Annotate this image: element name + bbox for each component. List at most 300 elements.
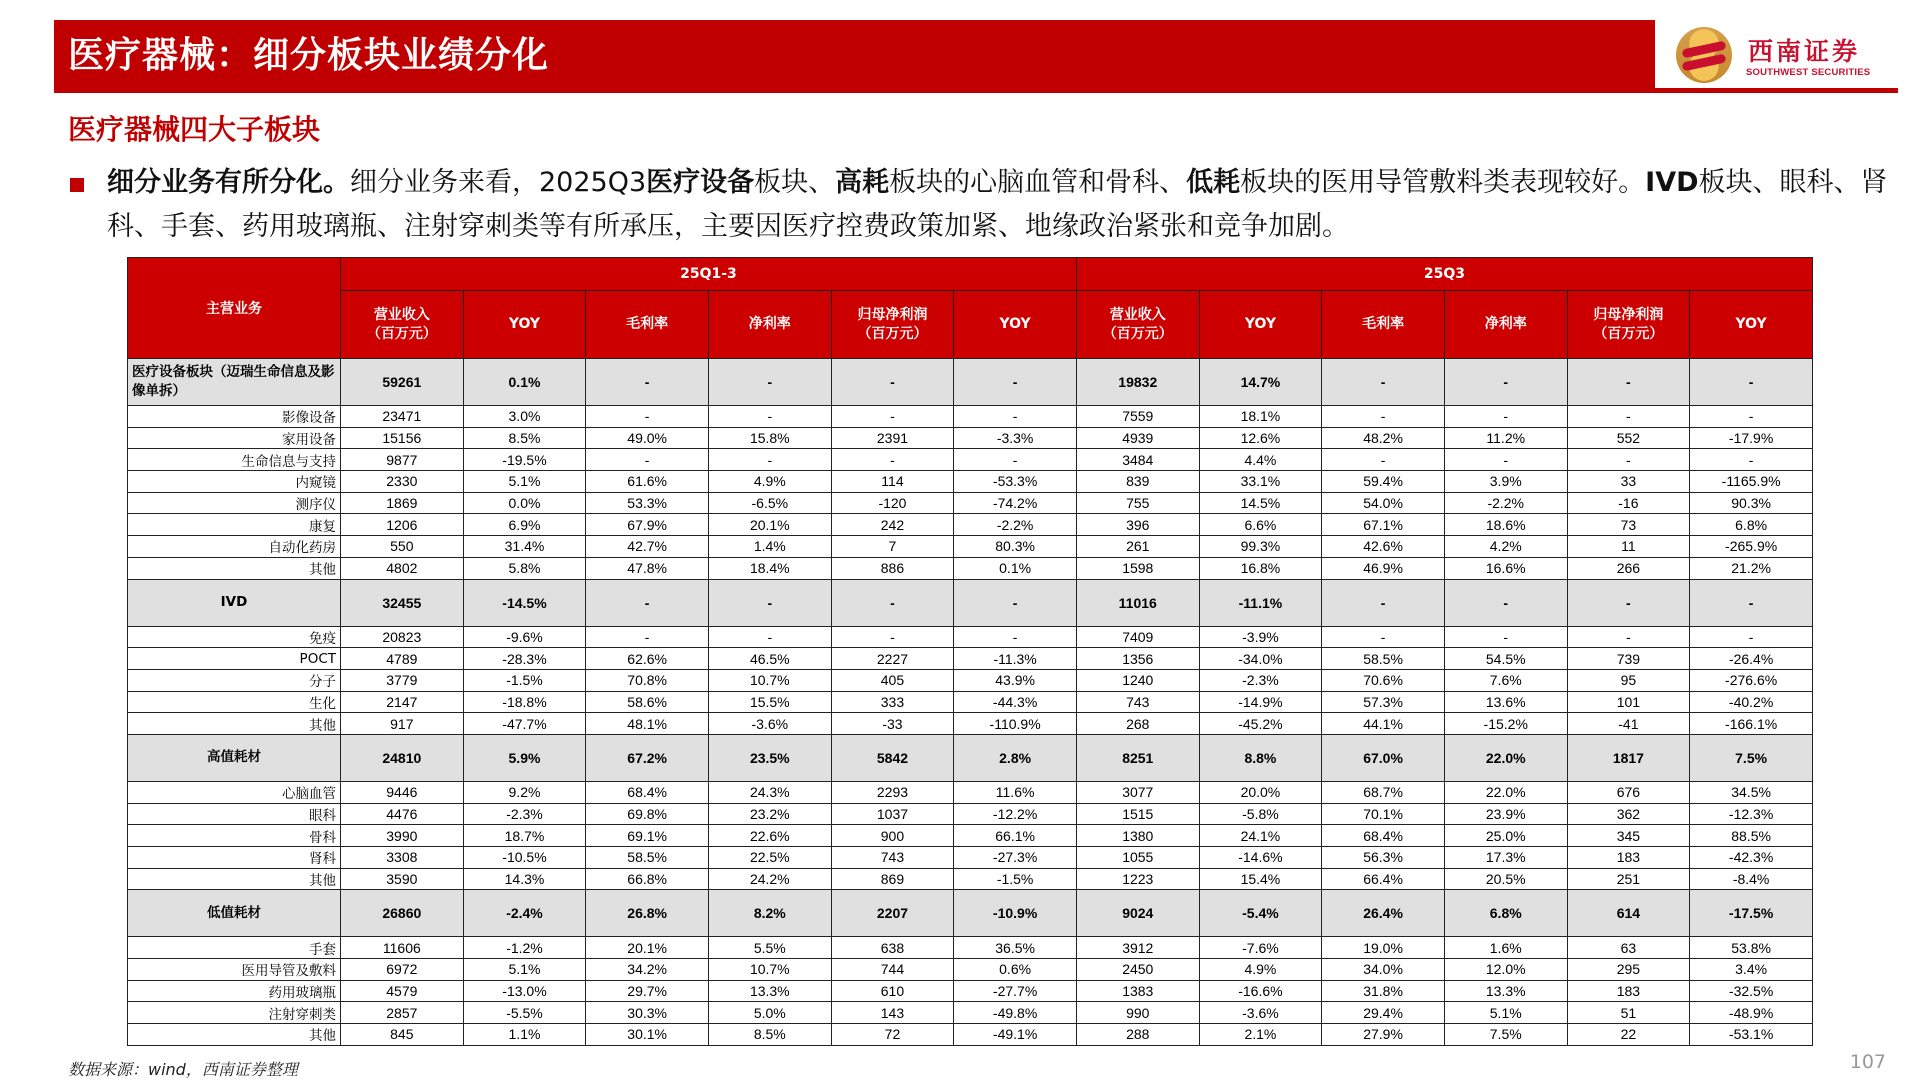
table-cell: - (954, 449, 1077, 471)
table-cell: 6.8% (1690, 514, 1813, 536)
column-header (1076, 291, 1199, 359)
table-cell: 66.1% (954, 825, 1077, 847)
table-cell: -1165.9% (1690, 471, 1813, 493)
table-cell: - (708, 626, 831, 648)
table-cell: - (831, 449, 954, 471)
table-cell: -166.1% (1690, 713, 1813, 735)
table-cell: 33.1% (1199, 471, 1322, 493)
table-cell: 4579 (341, 980, 464, 1002)
column-header (1444, 291, 1567, 359)
table-cell: -2.2% (954, 514, 1077, 536)
table-cell: - (1322, 579, 1445, 626)
table-cell: 80.3% (954, 536, 1077, 558)
table-cell: 1598 (1076, 557, 1199, 579)
table-cell: 58.5% (1322, 648, 1445, 670)
table-cell: 22 (1567, 1024, 1690, 1046)
table-row (128, 713, 1813, 735)
table-cell: 18.4% (708, 557, 831, 579)
table-cell: -32.5% (1690, 980, 1813, 1002)
table-cell: 362 (1567, 803, 1690, 825)
table-cell: 61.6% (586, 471, 709, 493)
table-cell: 43.9% (954, 669, 1077, 691)
column-header (1567, 291, 1690, 359)
table-cell: 18.6% (1444, 514, 1567, 536)
table-row (128, 427, 1813, 449)
table-cell: 5.8% (463, 557, 586, 579)
table-cell: -1.5% (954, 868, 1077, 890)
data-source-note: 数据来源：wind，西南证券整理 (68, 1060, 298, 1079)
table-cell: 21.2% (1690, 557, 1813, 579)
group-name: 高值耗材 (128, 734, 341, 781)
table-cell: 46.9% (1322, 557, 1445, 579)
table-cell: 1383 (1076, 980, 1199, 1002)
row-name: 康复 (128, 514, 341, 536)
table-cell: 183 (1567, 980, 1690, 1002)
table-cell: - (1322, 359, 1445, 406)
table-cell: 0.1% (954, 557, 1077, 579)
table-cell: 2391 (831, 427, 954, 449)
table-cell: 42.7% (586, 536, 709, 558)
table-cell: -15.2% (1444, 713, 1567, 735)
table-cell: - (831, 406, 954, 428)
table-cell: 13.3% (708, 980, 831, 1002)
table-cell: 266 (1567, 557, 1690, 579)
table-cell: -13.0% (463, 980, 586, 1002)
table-cell: -17.9% (1690, 427, 1813, 449)
table-cell: 48.2% (1322, 427, 1445, 449)
table-cell: 9446 (341, 781, 464, 803)
table-cell: 845 (341, 1024, 464, 1046)
table-cell: 22.5% (708, 847, 831, 869)
table-cell: 5.9% (463, 734, 586, 781)
table-cell: 42.6% (1322, 536, 1445, 558)
table-cell: 5842 (831, 734, 954, 781)
table-cell: - (1322, 406, 1445, 428)
table-cell: 6.8% (1444, 890, 1567, 937)
table-cell: 345 (1567, 825, 1690, 847)
table-row (128, 980, 1813, 1002)
table-cell: 676 (1567, 781, 1690, 803)
table-cell: -8.4% (1690, 868, 1813, 890)
column-header (831, 291, 954, 359)
table-cell: 12.0% (1444, 959, 1567, 981)
table-cell: 552 (1567, 427, 1690, 449)
table-cell: 54.0% (1322, 492, 1445, 514)
column-header-line: （百万元） (857, 325, 928, 342)
group-name: 低值耗材 (128, 890, 341, 937)
table-cell: 69.8% (586, 803, 709, 825)
table-cell: 20.5% (1444, 868, 1567, 890)
table-cell: 56.3% (1322, 847, 1445, 869)
table-cell: 7.5% (1444, 1024, 1567, 1046)
segment-performance-table (127, 257, 1813, 1046)
table-cell: 53.3% (586, 492, 709, 514)
table-cell: 9024 (1076, 890, 1199, 937)
table-cell: -2.4% (463, 890, 586, 937)
table-cell: 15.5% (708, 691, 831, 713)
table-cell: - (708, 359, 831, 406)
table-cell: 101 (1567, 691, 1690, 713)
table-cell: 23471 (341, 406, 464, 428)
table-cell: 15.8% (708, 427, 831, 449)
table-cell: - (1567, 626, 1690, 648)
table-cell: 114 (831, 471, 954, 493)
column-header-line: 毛利率 (1362, 316, 1405, 332)
table-cell: 72 (831, 1024, 954, 1046)
table-cell: 900 (831, 825, 954, 847)
table-cell: 24.1% (1199, 825, 1322, 847)
table-cell: 62.6% (586, 648, 709, 670)
table-cell: -53.1% (1690, 1024, 1813, 1046)
table-cell: 288 (1076, 1024, 1199, 1046)
table-cell: 1.6% (1444, 937, 1567, 959)
table-cell: 33 (1567, 471, 1690, 493)
table-cell: -26.4% (1690, 648, 1813, 670)
table-cell: 16.6% (1444, 557, 1567, 579)
table-cell: -11.3% (954, 648, 1077, 670)
table-row (128, 471, 1813, 493)
table-cell: 610 (831, 980, 954, 1002)
table-cell: 295 (1567, 959, 1690, 981)
table-cell: - (831, 579, 954, 626)
table-cell: 47.8% (586, 557, 709, 579)
table-cell: 67.1% (1322, 514, 1445, 536)
table-cell: - (1444, 579, 1567, 626)
table-cell: - (586, 449, 709, 471)
table-cell: 5.1% (463, 959, 586, 981)
bold-segment: 高耗 (835, 167, 890, 198)
table-cell: -9.6% (463, 626, 586, 648)
table-cell: -18.8% (463, 691, 586, 713)
table-cell: 1515 (1076, 803, 1199, 825)
table-cell: 26.4% (1322, 890, 1445, 937)
table-cell: 25.0% (1444, 825, 1567, 847)
table-cell: 22.0% (1444, 781, 1567, 803)
table-cell: -2.3% (463, 803, 586, 825)
text-segment: 板块的心脑血管和骨科、 (889, 167, 1187, 198)
table-cell: -3.6% (1199, 1002, 1322, 1024)
table-cell: 51 (1567, 1002, 1690, 1024)
table-cell: 4.2% (1444, 536, 1567, 558)
table-cell: - (586, 579, 709, 626)
table-cell: 34.0% (1322, 959, 1445, 981)
table-cell: 7 (831, 536, 954, 558)
table-cell: -74.2% (954, 492, 1077, 514)
table-row (128, 669, 1813, 691)
table-cell: 70.1% (1322, 803, 1445, 825)
table-cell: - (1322, 449, 1445, 471)
table-row (128, 691, 1813, 713)
row-name: 心脑血管 (128, 781, 341, 803)
table-cell: 2857 (341, 1002, 464, 1024)
table-cell: 68.4% (586, 781, 709, 803)
table-cell: 34.5% (1690, 781, 1813, 803)
table-cell: -1.2% (463, 937, 586, 959)
table-cell: 11.6% (954, 781, 1077, 803)
row-name: 家用设备 (128, 427, 341, 449)
table-cell: 1240 (1076, 669, 1199, 691)
table-cell: -27.3% (954, 847, 1077, 869)
table-cell: 3779 (341, 669, 464, 691)
table-cell: 6972 (341, 959, 464, 981)
row-name: 分子 (128, 669, 341, 691)
table-cell: 869 (831, 868, 954, 890)
table-group-row (128, 734, 1813, 781)
column-header (954, 291, 1077, 359)
table-cell: 20.1% (708, 514, 831, 536)
table-cell: 24810 (341, 734, 464, 781)
row-name: 其他 (128, 1024, 341, 1046)
table-cell: 3308 (341, 847, 464, 869)
table-cell: - (1567, 406, 1690, 428)
table-cell: 46.5% (708, 648, 831, 670)
table-cell: 917 (341, 713, 464, 735)
column-header (708, 291, 831, 359)
table-cell: -5.4% (1199, 890, 1322, 937)
table-cell: 1817 (1567, 734, 1690, 781)
table-cell: -14.6% (1199, 847, 1322, 869)
table-cell: -14.5% (463, 579, 586, 626)
table-cell: -41 (1567, 713, 1690, 735)
table-row (128, 536, 1813, 558)
table-cell: -40.2% (1690, 691, 1813, 713)
table-cell: 8.5% (708, 1024, 831, 1046)
table-cell: 22.6% (708, 825, 831, 847)
table-cell: 0.0% (463, 492, 586, 514)
table-cell: - (1690, 406, 1813, 428)
table-cell: 11 (1567, 536, 1690, 558)
table-cell: 8251 (1076, 734, 1199, 781)
table-cell: 26.8% (586, 890, 709, 937)
row-name: 内窥镜 (128, 471, 341, 493)
table-cell: - (954, 359, 1077, 406)
table-cell: 19.0% (1322, 937, 1445, 959)
table-cell: -120 (831, 492, 954, 514)
table-cell: 6.6% (1199, 514, 1322, 536)
table-cell: 13.3% (1444, 980, 1567, 1002)
table-cell: 755 (1076, 492, 1199, 514)
table-cell: 11016 (1076, 579, 1199, 626)
table-cell: 9877 (341, 449, 464, 471)
table-cell: -49.8% (954, 1002, 1077, 1024)
table-cell: 22.0% (1444, 734, 1567, 781)
table-cell: 3484 (1076, 449, 1199, 471)
table-cell: - (1567, 359, 1690, 406)
table-cell: -48.9% (1690, 1002, 1813, 1024)
text-segment: 板块、 (754, 167, 836, 198)
table-cell: - (1567, 579, 1690, 626)
table-cell: 743 (1076, 691, 1199, 713)
table-cell: 69.1% (586, 825, 709, 847)
row-name: 手套 (128, 937, 341, 959)
column-header-line: 毛利率 (626, 316, 669, 332)
table-cell: 3.0% (463, 406, 586, 428)
table-cell: 53.8% (1690, 937, 1813, 959)
table-row (128, 847, 1813, 869)
table-cell: - (1444, 359, 1567, 406)
table-row (128, 1002, 1813, 1024)
table-cell: -17.5% (1690, 890, 1813, 937)
table-cell: - (586, 626, 709, 648)
table-cell: 99.3% (1199, 536, 1322, 558)
table-cell: 2330 (341, 471, 464, 493)
row-name: 免疫 (128, 626, 341, 648)
table-cell: 5.5% (708, 937, 831, 959)
table-cell: 739 (1567, 648, 1690, 670)
table-row (128, 1024, 1813, 1046)
table-cell: 70.8% (586, 669, 709, 691)
table-cell: 4476 (341, 803, 464, 825)
column-header (586, 291, 709, 359)
table-cell: - (1322, 626, 1445, 648)
column-header-line: YOY (1244, 316, 1277, 332)
table-cell: 1.4% (708, 536, 831, 558)
table-cell: 20.0% (1199, 781, 1322, 803)
table-cell: 638 (831, 937, 954, 959)
table-cell: 19832 (1076, 359, 1199, 406)
table-cell: -45.2% (1199, 713, 1322, 735)
table-cell: 0.6% (954, 959, 1077, 981)
table-cell: 4.9% (1199, 959, 1322, 981)
header-main-business: 主营业务 (128, 258, 341, 359)
table-cell: - (708, 449, 831, 471)
table-cell: 70.6% (1322, 669, 1445, 691)
bullet-paragraph (107, 161, 1897, 249)
table-cell: 4.9% (708, 471, 831, 493)
row-name: 影像设备 (128, 406, 341, 428)
table-cell: -49.1% (954, 1024, 1077, 1046)
table-row (128, 626, 1813, 648)
section-subtitle: 医疗器械四大子板块 (68, 113, 321, 146)
table-cell: - (1690, 449, 1813, 471)
table-cell: 14.5% (1199, 492, 1322, 514)
table-cell: -28.3% (463, 648, 586, 670)
table-cell: - (1444, 626, 1567, 648)
table-cell: 59261 (341, 359, 464, 406)
table-cell: -5.5% (463, 1002, 586, 1024)
logo-english-name: SOUTHWEST SECURITIES (1746, 67, 1871, 78)
table-cell: -3.6% (708, 713, 831, 735)
table-cell: 23.9% (1444, 803, 1567, 825)
table-cell: -265.9% (1690, 536, 1813, 558)
table-cell: 67.0% (1322, 734, 1445, 781)
table-group-row (128, 359, 1813, 406)
table-cell: 15.4% (1199, 868, 1322, 890)
table-cell: 2293 (831, 781, 954, 803)
table-cell: 11.2% (1444, 427, 1567, 449)
table-group-row (128, 579, 1813, 626)
table-cell: -34.0% (1199, 648, 1322, 670)
table-cell: 5.1% (463, 471, 586, 493)
table-cell: -44.3% (954, 691, 1077, 713)
table-cell: 10.7% (708, 959, 831, 981)
table-cell: 68.4% (1322, 825, 1445, 847)
table-cell: 23.5% (708, 734, 831, 781)
table-cell: -27.7% (954, 980, 1077, 1002)
table-cell: 7559 (1076, 406, 1199, 428)
text-segment: 板块、眼科、肾科、手套、药用玻璃瓶、注射穿刺类等有所承压，主要因医疗控费政策加紧、地缘政治紧张和竞争加剧。 (107, 167, 1888, 242)
table-cell: -11.1% (1199, 579, 1322, 626)
table-cell: 58.5% (586, 847, 709, 869)
table-cell: 26860 (341, 890, 464, 937)
logo-chinese-name: 西南证券 (1748, 37, 1861, 66)
table-cell: 8.8% (1199, 734, 1322, 781)
table-cell: -53.3% (954, 471, 1077, 493)
table-cell: 24.2% (708, 868, 831, 890)
table-cell: 14.3% (463, 868, 586, 890)
table-cell: 59.4% (1322, 471, 1445, 493)
table-cell: 44.1% (1322, 713, 1445, 735)
table-cell: - (1690, 579, 1813, 626)
row-name: POCT (128, 648, 341, 670)
table-cell: 550 (341, 536, 464, 558)
row-name: 骨科 (128, 825, 341, 847)
table-cell: 88.5% (1690, 825, 1813, 847)
table-cell: - (954, 406, 1077, 428)
table-cell: 20.1% (586, 937, 709, 959)
table-cell: 1055 (1076, 847, 1199, 869)
row-name: 自动化药房 (128, 536, 341, 558)
table-cell: -42.3% (1690, 847, 1813, 869)
table-cell: 1206 (341, 514, 464, 536)
text-segment: 细分业务来看，2025Q3 (350, 167, 647, 198)
table-cell: - (1444, 406, 1567, 428)
table-cell: 6.9% (463, 514, 586, 536)
table-cell: 3590 (341, 868, 464, 890)
table-cell: 1037 (831, 803, 954, 825)
table-cell: -2.2% (1444, 492, 1567, 514)
header-period-25q3: 25Q3 (1076, 258, 1812, 291)
column-header-line: 营业收入 (373, 306, 430, 323)
table-cell: 7.5% (1690, 734, 1813, 781)
table-cell: 4939 (1076, 427, 1199, 449)
table-cell: 11606 (341, 937, 464, 959)
column-header-line: YOY (508, 316, 541, 332)
table-cell: 29.7% (586, 980, 709, 1002)
table-cell: 12.6% (1199, 427, 1322, 449)
table-cell: 18.7% (463, 825, 586, 847)
southwest-securities-logo-icon (1676, 27, 1732, 83)
table-row (128, 868, 1813, 890)
table-cell: 36.5% (954, 937, 1077, 959)
table-cell: 24.3% (708, 781, 831, 803)
table-cell: 3990 (341, 825, 464, 847)
table-cell: 143 (831, 1002, 954, 1024)
table-cell: 14.7% (1199, 359, 1322, 406)
table-cell: -7.6% (1199, 937, 1322, 959)
table-cell: 261 (1076, 536, 1199, 558)
table-row (128, 937, 1813, 959)
table-cell: 1869 (341, 492, 464, 514)
table-cell: 1223 (1076, 868, 1199, 890)
table-cell: 90.3% (1690, 492, 1813, 514)
column-header-line: YOY (1735, 316, 1767, 332)
table-cell: -47.7% (463, 713, 586, 735)
table-cell: - (831, 626, 954, 648)
table-cell: 9.2% (463, 781, 586, 803)
table-cell: 2450 (1076, 959, 1199, 981)
table-cell: - (586, 406, 709, 428)
table-cell: 17.3% (1444, 847, 1567, 869)
column-header (1199, 291, 1322, 359)
table-cell: -19.5% (463, 449, 586, 471)
table-cell: 27.9% (1322, 1024, 1445, 1046)
table-cell: 1356 (1076, 648, 1199, 670)
row-name: 肾科 (128, 847, 341, 869)
row-name: 注射穿刺类 (128, 1002, 341, 1024)
table-cell: 3.4% (1690, 959, 1813, 981)
column-header-line: 营业收入 (1109, 306, 1166, 323)
